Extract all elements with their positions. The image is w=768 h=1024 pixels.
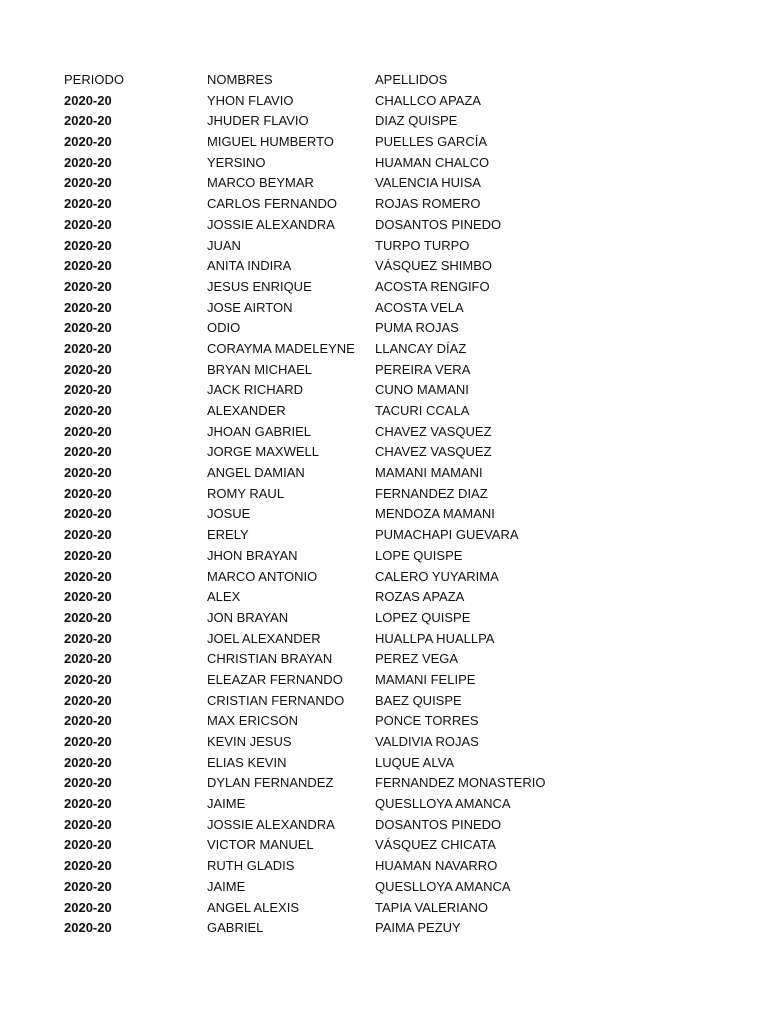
table-row — [64, 649, 724, 670]
cell-periodo: 2020-20 — [64, 858, 112, 874]
cell-periodo: 2020-20 — [64, 899, 112, 915]
cell-periodo: 2020-20 — [64, 134, 112, 150]
cell-apellidos: LOPEZ QUISPE — [375, 609, 471, 625]
cell-periodo: 2020-20 — [64, 237, 112, 253]
cell-apellidos: LUQUE ALVA — [375, 754, 454, 770]
cell-periodo: 2020-20 — [64, 154, 112, 170]
table-row — [64, 318, 724, 339]
table-body — [64, 91, 724, 939]
table-row — [64, 835, 724, 856]
cell-periodo: 2020-20 — [64, 113, 112, 129]
cell-nombres: MIGUEL HUMBERTO — [207, 134, 334, 150]
cell-apellidos: CHAVEZ VASQUEZ — [375, 423, 492, 439]
cell-apellidos: HUALLPA HUALLPA — [375, 630, 495, 646]
cell-nombres: ERELY — [207, 527, 249, 543]
cell-periodo: 2020-20 — [64, 382, 112, 398]
cell-nombres: MARCO ANTONIO — [207, 568, 318, 584]
cell-periodo: 2020-20 — [64, 630, 112, 646]
cell-nombres: ELEAZAR FERNANDO — [207, 671, 343, 687]
table-row — [64, 422, 724, 443]
cell-apellidos: LOPE QUISPE — [375, 547, 463, 563]
cell-periodo: 2020-20 — [64, 754, 112, 770]
table-row — [64, 215, 724, 236]
table-row — [64, 670, 724, 691]
cell-apellidos: PUMA ROJAS — [375, 320, 459, 336]
table-row — [64, 91, 724, 112]
cell-apellidos: FERNANDEZ DIAZ — [375, 485, 488, 501]
cell-periodo: 2020-20 — [64, 485, 112, 501]
cell-periodo: 2020-20 — [64, 878, 112, 894]
cell-periodo: 2020-20 — [64, 796, 112, 812]
table-row — [64, 380, 724, 401]
table-row — [64, 111, 724, 132]
header-apellidos: APELLIDOS — [375, 72, 448, 87]
cell-apellidos: CHAVEZ VASQUEZ — [375, 444, 492, 460]
cell-periodo: 2020-20 — [64, 920, 112, 936]
table-row — [64, 401, 724, 422]
cell-periodo: 2020-20 — [64, 216, 112, 232]
cell-nombres: ALEXANDER — [207, 403, 286, 418]
cell-periodo: 2020-20 — [64, 196, 112, 212]
cell-apellidos: DIAZ QUISPE — [375, 113, 458, 129]
cell-apellidos: PAIMA PEZUY — [375, 920, 461, 936]
cell-nombres: ROMY RAUL — [207, 485, 285, 501]
cell-periodo: 2020-20 — [64, 837, 112, 853]
table-row — [64, 691, 724, 712]
cell-apellidos: VALENCIA HUISA — [375, 175, 481, 191]
table-row — [64, 484, 724, 505]
cell-nombres: MARCO BEYMAR — [207, 175, 314, 191]
cell-apellidos: PUMACHAPI GUEVARA — [375, 527, 519, 543]
cell-apellidos: DOSANTOS PINEDO — [375, 216, 502, 232]
cell-apellidos: MENDOZA MAMANI — [375, 506, 495, 522]
table-row — [64, 794, 724, 815]
cell-apellidos: TURPO TURPO — [375, 237, 470, 253]
cell-nombres: JHUDER FLAVIO — [207, 113, 309, 129]
cell-nombres: JON BRAYAN — [207, 609, 289, 625]
table-row — [64, 753, 724, 774]
table-row — [64, 711, 724, 732]
cell-periodo: 2020-20 — [64, 651, 112, 667]
cell-nombres: BRYAN MICHAEL — [207, 361, 312, 377]
table-row — [64, 236, 724, 257]
cell-apellidos: QUESLLOYA AMANCA — [375, 796, 511, 812]
cell-nombres: ANITA INDIRA — [207, 258, 292, 274]
cell-periodo: 2020-20 — [64, 671, 112, 687]
table-row — [64, 587, 724, 608]
cell-apellidos: LLANCAY DÍAZ — [375, 340, 467, 356]
cell-nombres: JORGE MAXWELL — [207, 444, 319, 460]
cell-periodo: 2020-20 — [64, 340, 112, 356]
table-row — [64, 629, 724, 650]
cell-apellidos: ROZAS APAZA — [375, 589, 465, 605]
table-row — [64, 360, 724, 381]
cell-nombres: ANGEL DAMIAN — [207, 465, 305, 481]
cell-apellidos: PONCE TORRES — [375, 713, 479, 729]
table-row — [64, 277, 724, 298]
cell-periodo: 2020-20 — [64, 547, 112, 563]
cell-nombres: ALEX — [207, 589, 241, 605]
cell-nombres: VICTOR MANUEL — [207, 837, 314, 853]
table-row — [64, 815, 724, 836]
cell-nombres: RUTH GLADIS — [207, 858, 295, 874]
cell-periodo: 2020-20 — [64, 320, 112, 336]
cell-apellidos: CUNO MAMANI — [375, 382, 469, 398]
table-row — [64, 256, 724, 277]
cell-periodo: 2020-20 — [64, 299, 112, 315]
cell-apellidos: FERNANDEZ MONASTERIO — [375, 775, 546, 791]
cell-periodo: 2020-20 — [64, 361, 112, 377]
table-row — [64, 442, 724, 463]
cell-periodo: 2020-20 — [64, 713, 112, 729]
table-row — [64, 546, 724, 567]
cell-nombres: JUAN — [207, 237, 241, 253]
cell-nombres: MAX ERICSON — [207, 713, 299, 729]
cell-apellidos: QUESLLOYA AMANCA — [375, 878, 511, 894]
table-row — [64, 918, 724, 939]
cell-apellidos: TAPIA VALERIANO — [375, 899, 488, 915]
cell-apellidos: VALDIVIA ROJAS — [375, 734, 479, 749]
table-row — [64, 298, 724, 319]
cell-nombres: JOSSIE ALEXANDRA — [207, 216, 335, 232]
cell-apellidos: TACURI CCALA — [375, 403, 470, 418]
table-row — [64, 732, 724, 753]
cell-nombres: DYLAN FERNANDEZ — [207, 775, 334, 791]
table-row — [64, 525, 724, 546]
cell-apellidos: PEREZ VEGA — [375, 651, 459, 667]
cell-nombres: JOSSIE ALEXANDRA — [207, 816, 335, 832]
cell-apellidos: VÁSQUEZ SHIMBO — [375, 258, 493, 274]
cell-apellidos: MAMANI MAMANI — [375, 465, 483, 481]
cell-periodo: 2020-20 — [64, 589, 112, 605]
cell-apellidos: CALERO YUYARIMA — [375, 568, 499, 584]
cell-apellidos: ACOSTA RENGIFO — [375, 278, 490, 294]
cell-apellidos: HUAMAN CHALCO — [375, 154, 490, 170]
cell-nombres: CARLOS FERNANDO — [207, 196, 338, 212]
table-row — [64, 773, 724, 794]
cell-periodo: 2020-20 — [64, 278, 112, 294]
cell-periodo: 2020-20 — [64, 775, 112, 791]
table-row — [64, 608, 724, 629]
cell-nombres: JHON BRAYAN — [207, 547, 298, 563]
cell-periodo: 2020-20 — [64, 609, 112, 625]
cell-apellidos: DOSANTOS PINEDO — [375, 816, 502, 832]
cell-periodo: 2020-20 — [64, 444, 112, 460]
table-header-row — [64, 70, 724, 91]
table-row — [64, 194, 724, 215]
table-row — [64, 504, 724, 525]
cell-nombres: KEVIN JESUS — [207, 734, 292, 749]
cell-apellidos: HUAMAN NAVARRO — [375, 858, 498, 874]
cell-periodo: 2020-20 — [64, 506, 112, 522]
cell-periodo: 2020-20 — [64, 403, 112, 418]
cell-nombres: JACK RICHARD — [207, 382, 304, 398]
table-row — [64, 856, 724, 877]
cell-periodo: 2020-20 — [64, 465, 112, 481]
cell-apellidos: PEREIRA VERA — [375, 361, 471, 377]
cell-nombres: YERSINO — [207, 154, 266, 170]
cell-periodo: 2020-20 — [64, 423, 112, 439]
cell-apellidos: ROJAS ROMERO — [375, 196, 481, 212]
cell-nombres: JESUS ENRIQUE — [207, 278, 312, 294]
table-row — [64, 567, 724, 588]
header-nombres: NOMBRES — [207, 72, 273, 87]
cell-periodo: 2020-20 — [64, 816, 112, 832]
cell-nombres: JOEL ALEXANDER — [207, 630, 321, 646]
cell-apellidos: ACOSTA VELA — [375, 299, 464, 315]
cell-apellidos: CHALLCO APAZA — [375, 92, 481, 108]
cell-periodo: 2020-20 — [64, 527, 112, 543]
cell-apellidos: VÁSQUEZ CHICATA — [375, 837, 496, 853]
student-table — [64, 70, 724, 939]
cell-apellidos: BAEZ QUISPE — [375, 692, 462, 708]
cell-nombres: JHOAN GABRIEL — [207, 423, 312, 439]
cell-nombres: ODIO — [207, 320, 241, 336]
table-row — [64, 898, 724, 919]
cell-nombres: JOSE AIRTON — [207, 299, 293, 315]
cell-periodo: 2020-20 — [64, 734, 112, 749]
cell-nombres: JAIME — [207, 796, 246, 812]
table-row — [64, 132, 724, 153]
table-row — [64, 877, 724, 898]
cell-nombres: JOSUE — [207, 506, 251, 522]
cell-nombres: CRISTIAN FERNANDO — [207, 692, 345, 708]
cell-nombres: YHON FLAVIO — [207, 92, 294, 108]
cell-nombres: ELIAS KEVIN — [207, 754, 287, 770]
cell-periodo: 2020-20 — [64, 92, 112, 108]
header-periodo: PERIODO — [64, 72, 124, 87]
table-row — [64, 173, 724, 194]
cell-nombres: CORAYMA MADELEYNE — [207, 340, 355, 356]
table-row — [64, 463, 724, 484]
table-row — [64, 339, 724, 360]
cell-nombres: GABRIEL — [207, 920, 264, 936]
cell-periodo: 2020-20 — [64, 258, 112, 274]
cell-nombres: CHRISTIAN BRAYAN — [207, 651, 333, 667]
cell-periodo: 2020-20 — [64, 568, 112, 584]
cell-periodo: 2020-20 — [64, 692, 112, 708]
cell-nombres: JAIME — [207, 878, 246, 894]
cell-apellidos: MAMANI FELIPE — [375, 671, 476, 687]
cell-apellidos: PUELLES GARCÍA — [375, 134, 487, 150]
table-row — [64, 153, 724, 174]
cell-periodo: 2020-20 — [64, 175, 112, 191]
cell-nombres: ANGEL ALEXIS — [207, 899, 300, 915]
